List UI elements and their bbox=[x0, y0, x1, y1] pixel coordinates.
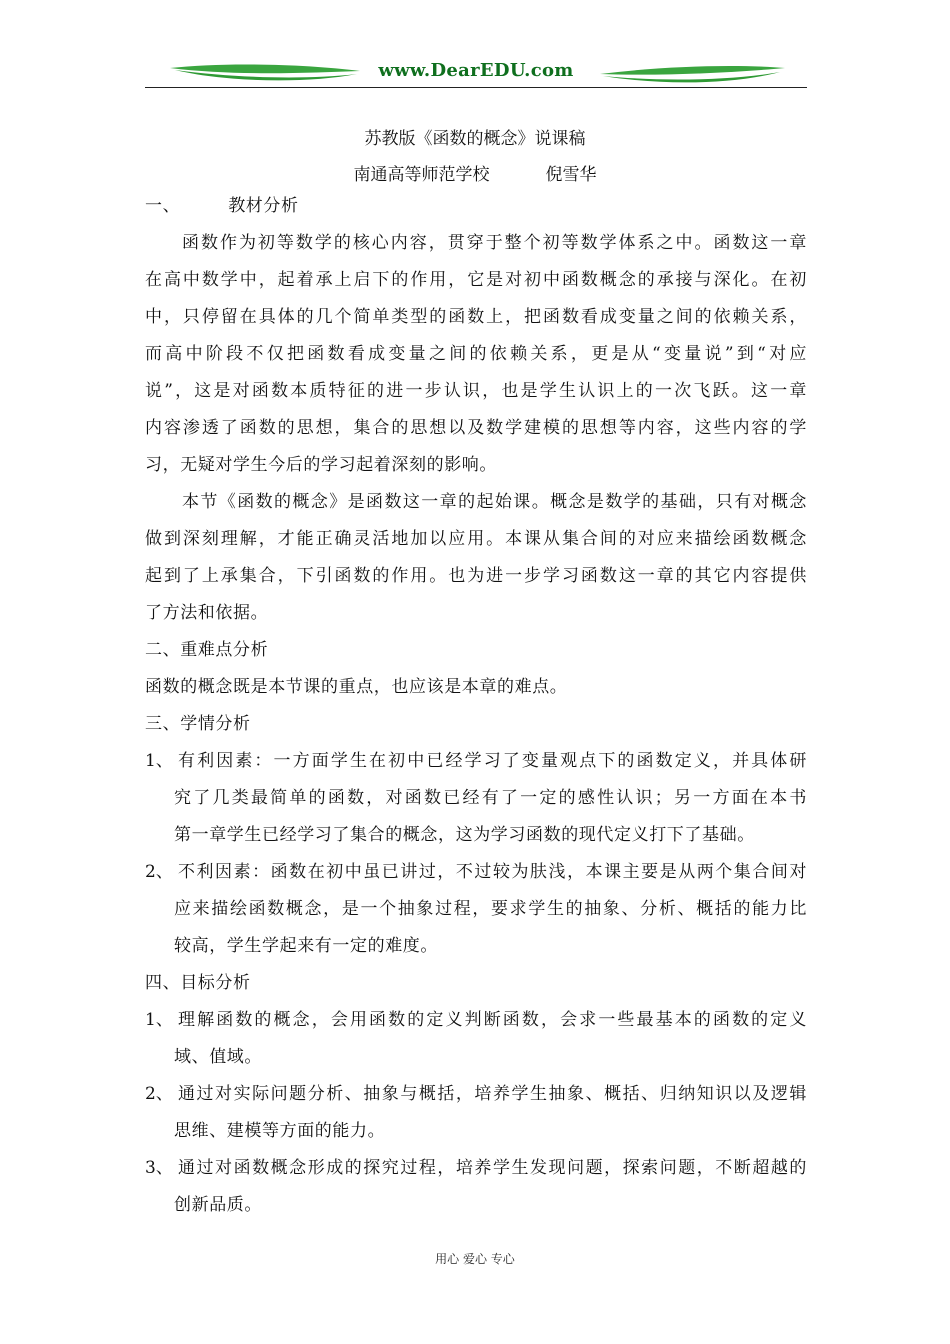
author-school: 南通高等师范学校 bbox=[353, 165, 490, 185]
list-item-line: 应来描绘函数概念，是一个抽象过程，要求学生的抽象、分析、概括的能力比 bbox=[174, 899, 807, 919]
paragraph-line: 说”，这是对函数本质特征的进一步认识，也是学生认识上的一次飞跃。这一章 bbox=[145, 381, 807, 401]
author-name: 倪雪华 bbox=[545, 165, 597, 185]
list-item-line: 通过对函数概念形成的探究过程，培养学生发现问题，探索问题，不断超越的 bbox=[178, 1158, 807, 1178]
list-item-line: 不利因素：函数在初中虽已讲过，不过较为肤浅，本课主要是从两个集合间对 bbox=[178, 862, 807, 882]
list-item-line: 有利因素：一方面学生在初中已经学习了变量观点下的函数定义，并具体研 bbox=[178, 751, 807, 771]
paragraph-line: 本节《函数的概念》是函数这一章的起始课。概念是数学的基础，只有对概念 bbox=[182, 492, 807, 512]
paragraph-line: 函数作为初等数学的核心内容，贯穿于整个初等数学体系之中。函数这一章 bbox=[182, 233, 807, 253]
section-heading-text: 教材分析 bbox=[228, 196, 299, 216]
paragraph-line: 而高中阶段不仅把函数看成变量之间的依赖关系，更是从“变量说”到“对应 bbox=[145, 344, 807, 364]
list-item-number: 3、 bbox=[145, 1158, 173, 1178]
section-heading-objective-analysis: 四、目标分析 bbox=[145, 973, 251, 993]
paragraph-line: 做到深刻理解，才能正确灵活地加以应用。本课从集合间的对应来描绘函数概念 bbox=[145, 529, 807, 549]
paragraph-line: 了方法和依据。 bbox=[145, 603, 269, 623]
list-item-line: 较高，学生学起来有一定的难度。 bbox=[174, 936, 438, 956]
paragraph-line: 起到了上承集合，下引函数的作用。也为进一步学习函数这一章的其它内容提供 bbox=[145, 566, 807, 586]
list-item-line: 第一章学生已经学习了集合的概念，这为学习函数的现代定义打下了基础。 bbox=[174, 825, 755, 845]
paragraph-line: 函数的概念既是本节课的重点，也应该是本章的难点。 bbox=[145, 677, 568, 697]
header-banner bbox=[145, 58, 807, 90]
list-item-line: 思维、建模等方面的能力。 bbox=[174, 1121, 386, 1141]
list-item-line: 创新品质。 bbox=[174, 1195, 262, 1215]
document-title: 苏教版《函数的概念》说课稿 bbox=[364, 129, 586, 149]
section-heading-learner-analysis: 三、学情分析 bbox=[145, 714, 251, 734]
list-item-number: 2、 bbox=[145, 1084, 173, 1104]
paragraph-line: 在高中数学中，起着承上启下的作用，它是对初中函数概念的承接与深化。在初 bbox=[145, 270, 807, 290]
list-item-line: 通过对实际问题分析、抽象与概括，培养学生抽象、概括、归纳知识以及逻辑 bbox=[178, 1084, 807, 1104]
list-item-line: 究了几类最简单的函数，对函数已经有了一定的感性认识；另一方面在本书 bbox=[174, 788, 807, 808]
paragraph-line: 中，只停留在具体的几个简单类型的函数上，把函数看成变量之间的依赖关系， bbox=[145, 307, 807, 327]
header-site-name: www.DearEDU.com bbox=[378, 60, 574, 81]
section-heading-textbook-analysis bbox=[145, 195, 807, 217]
list-item-line: 域、值域。 bbox=[174, 1047, 262, 1067]
paragraph-line: 习，无疑对学生今后的学习起着深刻的影响。 bbox=[145, 455, 497, 475]
section-heading-number: 一、 bbox=[145, 196, 181, 216]
list-item-line: 理解函数的概念，会用函数的定义判断函数，会求一些最基本的函数的定义 bbox=[178, 1010, 807, 1030]
list-item-number: 1、 bbox=[145, 751, 173, 771]
author-line bbox=[0, 160, 950, 185]
section-heading-key-difficult-points: 二、重难点分析 bbox=[145, 640, 269, 660]
list-item-number: 2、 bbox=[145, 862, 173, 882]
list-item-number: 1、 bbox=[145, 1010, 173, 1030]
page-footer: 用心 爱心 专心 bbox=[435, 1252, 515, 1266]
paragraph-line: 内容渗透了函数的思想，集合的思想以及数学建模的思想等内容，这些内容的学 bbox=[145, 418, 807, 438]
header-divider bbox=[145, 87, 807, 88]
